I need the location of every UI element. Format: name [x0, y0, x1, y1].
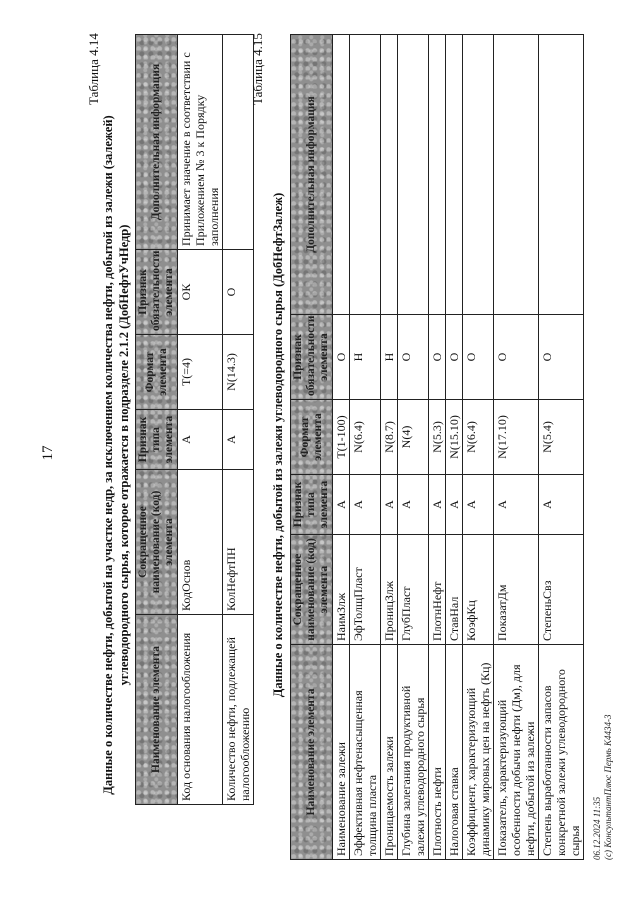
cell: О [463, 315, 494, 400]
cell: N(14.3) [223, 335, 254, 410]
cell: Принимает значение в соответствии с Приложением № 3 к Порядку заполнения [178, 35, 223, 250]
cell: КоэфКц [463, 535, 494, 645]
cell: Глубина залегания продуктивной залежи углеводородного сырья [398, 645, 429, 860]
table-row [381, 35, 398, 860]
cell: О [333, 315, 350, 400]
cell: КодОснов [178, 470, 223, 615]
cell [333, 35, 350, 315]
table-4-14-header-row [136, 35, 178, 805]
cell: ОК [178, 250, 223, 335]
table-4-14-label: Таблица 4.14 [86, 33, 101, 105]
cell: Т(1-100) [333, 400, 350, 475]
table-row [463, 35, 494, 860]
cell: ЭфТолщПласт [350, 535, 381, 645]
cell: ПоказатДм [494, 535, 539, 645]
cell: А [178, 410, 223, 470]
table-4-15 [290, 34, 584, 860]
cell: О [429, 315, 446, 400]
header-cell: Дополнительная информация [291, 35, 333, 315]
table-row [429, 35, 446, 860]
header-cell: Сокращенное наименование (код) элемента [136, 470, 178, 615]
cell: А [446, 475, 463, 535]
cell: Эффективная нефтенасыщенная толщина пласта [350, 645, 381, 860]
table-4-15-label: Таблица 4.15 [250, 33, 265, 105]
cell [494, 35, 539, 315]
cell: НаимЗлж [333, 535, 350, 645]
cell: Т(=4) [178, 335, 223, 410]
cell: Налоговая ставка [446, 645, 463, 860]
cell: Плотность нефти [429, 645, 446, 860]
header-cell: Признак обязательности элемента [291, 315, 333, 400]
cell: СтепеньСвз [539, 535, 584, 645]
cell: N(6.4) [350, 400, 381, 475]
header-cell: Наименование элемента [291, 645, 333, 860]
header-cell: Формат элемента [291, 400, 333, 475]
cell: N(15.10) [446, 400, 463, 475]
table-row [223, 35, 254, 805]
cell: СтавНал [446, 535, 463, 645]
cell: А [333, 475, 350, 535]
cell: N(5.3) [429, 400, 446, 475]
cell: А [463, 475, 494, 535]
cell: Степень выработанности запасов конкретной залежи углеводородного сырья [539, 645, 584, 860]
table-row [398, 35, 429, 860]
table-row [178, 35, 223, 805]
cell: N(17.10) [494, 400, 539, 475]
table-row [494, 35, 539, 860]
cell [539, 35, 584, 315]
cell [223, 35, 254, 250]
cell: Н [381, 315, 398, 400]
cell: КолНефтПН [223, 470, 254, 615]
table-row [539, 35, 584, 860]
header-cell: Сокращенное наименование (код) элемента [291, 535, 333, 645]
cell: О [539, 315, 584, 400]
header-cell: Формат элемента [136, 335, 178, 410]
cell: О [446, 315, 463, 400]
cell: Количество нефти, подлежащей налогообложению [223, 615, 254, 805]
cell: Наименование залежи [333, 645, 350, 860]
table-4-15-caption: Данные о количестве нефти, добытой из залежи углеводородного сырья (ДобНефтЗалеж) [271, 192, 285, 698]
table-row [446, 35, 463, 860]
cell: О [223, 250, 254, 335]
header-cell: Наименование элемента [136, 615, 178, 805]
cell: А [494, 475, 539, 535]
cell: N(5.4) [539, 400, 584, 475]
cell: А [381, 475, 398, 535]
cell: А [223, 410, 254, 470]
cell: N(4) [398, 400, 429, 475]
cell: Проницаемость залежи [381, 645, 398, 860]
header-cell: Признак типа элемента [136, 410, 178, 470]
cell [463, 35, 494, 315]
cell: Н [350, 315, 381, 400]
cell [446, 35, 463, 315]
cell: N(8.7) [381, 400, 398, 475]
cell [429, 35, 446, 315]
footer-stamp [592, 714, 614, 860]
header-cell: Дополнительная информация [136, 35, 178, 250]
table-4-15-header-row [291, 35, 333, 860]
header-cell: Признак типа элемента [291, 475, 333, 535]
footer-date: 06.12.2024 11:35 [592, 796, 602, 860]
cell [350, 35, 381, 315]
table-row [333, 35, 350, 860]
cell [381, 35, 398, 315]
table-row [350, 35, 381, 860]
cell: А [398, 475, 429, 535]
footer-source: (c) КонсультантПлюс Пермь К4434-3 [603, 714, 613, 860]
cell: А [429, 475, 446, 535]
cell: О [494, 315, 539, 400]
table-4-14-caption: Данные о количестве нефти, добытой на участке недр, за исключением количества нефти, добытой из залежи (залежей) углеводородного сырья, которое отражается в подразделе 2.1.2 (ДобНефтУчНедр) [101, 115, 131, 795]
cell: А [350, 475, 381, 535]
cell: А [539, 475, 584, 535]
cell: Показатель, характеризующий особенности добычи нефти (Дм), для нефти, добытой из залежи [494, 645, 539, 860]
cell: ПроницЗлж [381, 535, 398, 645]
cell: ГлубПласт [398, 535, 429, 645]
cell: Код основания налогообложения [178, 615, 223, 805]
cell [398, 35, 429, 315]
cell: Коэффициент, характеризующий динамику мировых цен на нефть (Кц) [463, 645, 494, 860]
page-number: 17 [40, 445, 56, 461]
table-4-14 [135, 34, 254, 805]
cell: О [398, 315, 429, 400]
cell: ПлотнНефт [429, 535, 446, 645]
header-cell: Признак обязательности элемента [136, 250, 178, 335]
cell: N(6.4) [463, 400, 494, 475]
